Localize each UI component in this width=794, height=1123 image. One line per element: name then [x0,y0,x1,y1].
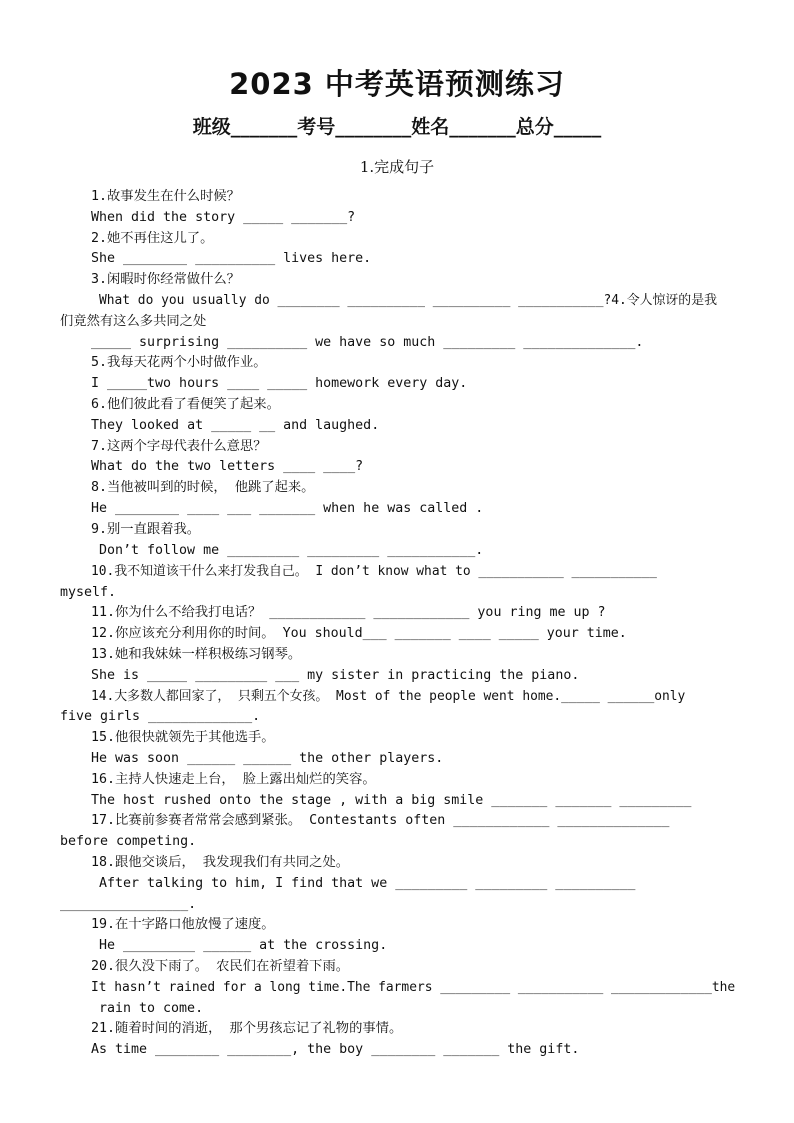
question-line: She is _____ _________ ___ my sister in practicing the piano. [91,668,580,683]
question-line: 12.你应该充分利用你的时间。 You should___ _______ ____ _____ your time. [91,626,627,641]
question-line: 13.她和我妹妹一样积极练习钢琴。 [91,647,302,662]
question-line: 5.我每天花两个小时做作业。 [91,355,267,370]
question-line: 3.闲暇时你经常做什么？ [91,272,240,287]
question-line: He _________ ______ at the crossing. [99,938,388,953]
question-line: myself. [60,585,117,600]
question-line: I _____two hours ____ _____ homework every day. [91,376,468,391]
question-line: After talking to him, I find that we _________ _________ __________ [99,876,636,891]
question-line: When did the story _____ _______? [91,210,356,225]
question-line: Don’t follow me _________ _________ ___________. [99,543,484,558]
question-line: 14.大多数人都回家了， 只剩五个女孩。 Most of the people went home._____ ______only [91,689,686,704]
question-line: 20.很久没下雨了。 农民们在祈望着下雨。 [91,959,350,974]
question-line: He was soon ______ ______ the other players. [91,751,444,766]
question-line: 16.主持人快速走上台， 脸上露出灿烂的笑容。 [91,772,376,787]
question-line: 6.他们彼此看了看便笑了起来。 [91,397,280,412]
question-line: 们竟然有这么多共同之处 [60,314,207,329]
question-line: She ________ __________ lives here. [91,251,372,266]
question-line: 11.你为什么不给我打电话？ ____________ ____________ you ring me up ? [91,605,606,620]
question-line: What do you usually do ________ __________ __________ ___________?4.令人惊讶的是我 [99,293,717,308]
question-line: What do the two letters ____ ____? [91,459,364,474]
question-line: _____ surprising __________ we have so much _________ ______________. [91,335,644,350]
question-line: The host rushed onto the stage , with a big smile _______ _______ _________ [91,793,692,808]
question-line: 8.当他被叫到的时候， 他跳了起来。 [91,480,315,495]
question-line: 21.随着时间的消逝， 那个男孩忘记了礼物的事情。 [91,1021,403,1036]
question-line: They looked at _____ __ and laughed. [91,418,380,433]
section-title: 1.完成句子 [359,158,435,176]
question-line: 9.别一直跟着我。 [91,522,201,537]
question-line: As time ________ ________, the boy ________ _______ the gift. [91,1042,580,1057]
question-line: before competing. [60,834,197,849]
question-line: 18.跟他交谈后， 我发现我们有共同之处。 [91,855,350,870]
question-line: ________________. [60,897,197,912]
question-line: He ________ ____ ___ _______ when he was called . [91,501,484,516]
page-title: 2023 中考英语预测练习 [229,67,565,101]
student-info-line: 班级_______考号________姓名_______总分_____ [192,116,602,138]
question-line: It hasn’t rained for a long time.The farmers _________ ___________ _____________the [91,980,736,995]
question-line: 7.这两个字母代表什么意思？ [91,439,267,454]
question-line: 19.在十字路口他放慢了速度。 [91,917,275,932]
question-line: 1.故事发生在什么时候？ [91,189,240,204]
question-line: 15.他很快就领先于其他选手。 [91,730,275,745]
question-line: five girls _____________. [60,709,261,724]
question-line: rain to come. [99,1001,204,1016]
question-line: 10.我不知道该干什么来打发我自己。 I don’t know what to ___________ ___________ [91,564,657,579]
question-line: 17.比赛前参赛者常常会感到紧张。 Contestants often ____________ ______________ [91,813,670,828]
question-line: 2.她不再住这儿了。 [91,231,214,246]
